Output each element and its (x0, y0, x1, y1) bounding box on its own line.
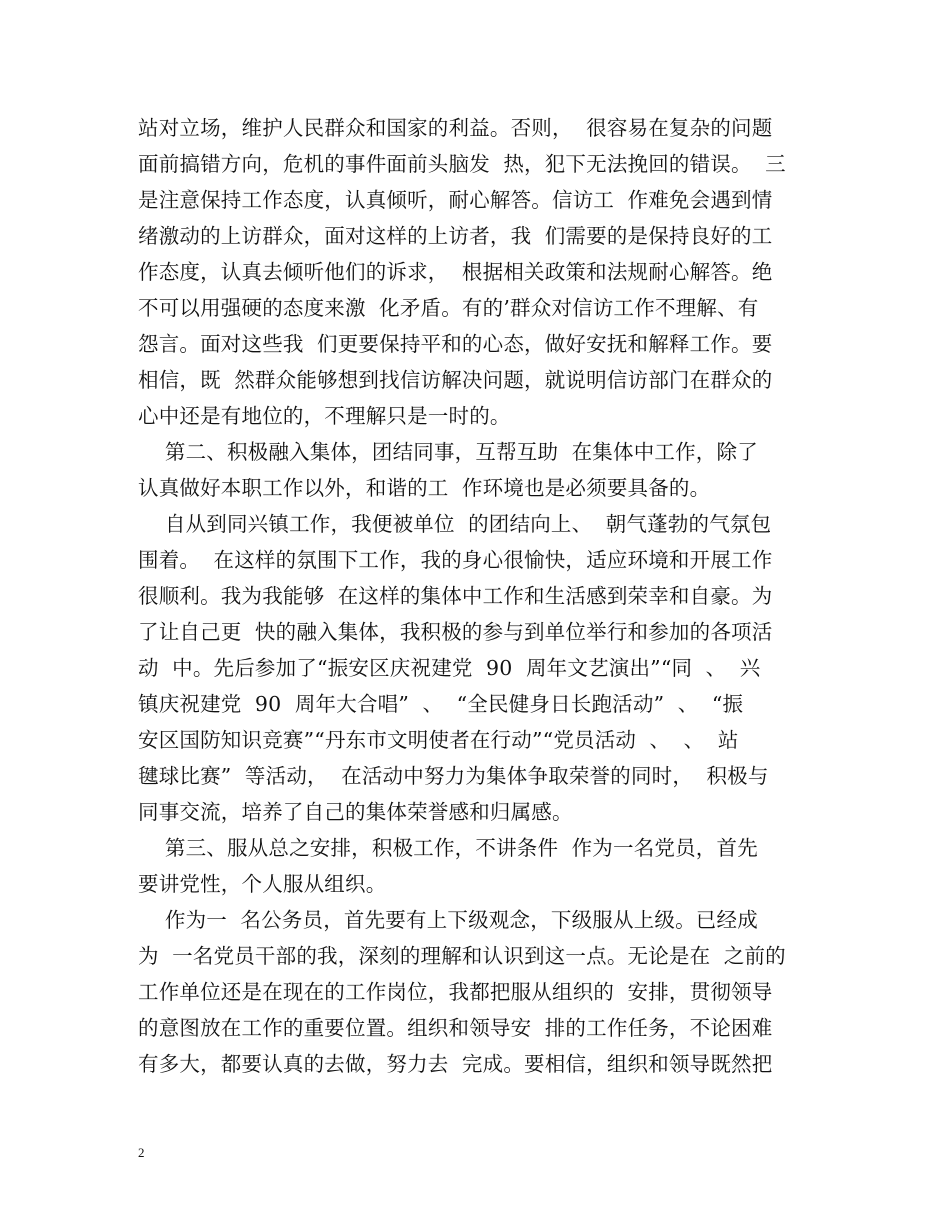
text-line: 毽球比赛” 等活动， 在活动中努力为集体争取荣誉的同时， 积极与 (138, 764, 769, 788)
text-line: 镇庆祝建党 90 周年大合唱” 、 “全民健身日长跑活动” 、 “振 (138, 692, 744, 716)
text-line: 为 一名党员干部的我，深刻的理解和认识到这一点。无论是在 之前的 (138, 944, 786, 968)
text-line: 第二、积极融入集体，团结同事，互帮互助 在集体中工作，除了 (138, 440, 758, 464)
text-line: 要讲党性，个人服从组织。 (138, 872, 387, 896)
text-line: 站对立场，维护人民群众和国家的利益。否则， 很容易在复杂的问题 (138, 116, 773, 140)
text-line: 作为一 名公务员，首先要有上下级观念，下级服从上级。已经成 (138, 908, 758, 932)
text-line: 是注意保持工作态度，认真倾听，耐心解答。信访工 作难免会遇到情 (138, 188, 773, 212)
text-line: 绪激动的上访群众，面对这样的上访者，我 们需要的是保持良好的工 (138, 224, 773, 248)
text-line: 怨言。面对这些我 们更要保持平和的心态，做好安抚和解释工作。要 (138, 332, 773, 356)
text-line: 认真做好本职工作以外，和谐的工 作环境也是必须要具备的。 (138, 476, 711, 500)
text-line: 不可以用强硬的态度来激 化矛盾。有的’群众对信访工作不理解、有 (138, 296, 759, 320)
text-line: 第三、服从总之安排，积极工作，不讲条件 作为一名党员，首先 (138, 836, 758, 860)
text-line: 心中还是有地位的，不理解只是一时的。 (138, 404, 511, 428)
text-line: 很顺利。我为我能够 在这样的集体中工作和生活感到荣幸和自豪。为 (138, 584, 773, 608)
text-line: 面前搞错方向，危机的事件面前头脑发 热，犯下无法挽回的错误。 三 (138, 152, 786, 176)
text-line: 有多大，都要认真的去做，努力去 完成。要相信，组织和领导既然把 (138, 1052, 773, 1076)
text-line: 围着。 在这样的氛围下工作，我的身心很愉快，适应环境和开展工作 (138, 548, 773, 572)
text-line: 同事交流，培养了自己的集体荣誉感和归属感。 (138, 800, 573, 824)
text-line: 自从到同兴镇工作，我便被单位 的团结向上、 朝气蓬勃的气氛包 (138, 512, 772, 536)
text-line: 相信，既 然群众能够想到找信访解决问题，就说明信访部门在群众的 (138, 368, 773, 392)
text-line: 安区国防知识竞赛”“丹东市文明使者在行动”“党员活动 、 、 站 (138, 728, 739, 752)
text-line: 工作单位还是在现在的工作岗位，我都把服从组织的 安排，贯彻领导 (138, 980, 773, 1004)
body-text (138, 110, 818, 1082)
text-line: 动 中。先后参加了“振安区庆祝建党 90 周年文艺演出”“同 、 兴 (138, 656, 761, 680)
text-line: 了让自己更 快的融入集体，我积极的参与到单位举行和参加的各项活 (138, 620, 773, 644)
text-line: 的意图放在工作的重要位置。组织和领导安 排的工作任务，不论困难 (138, 1016, 773, 1040)
page-number: 2 (138, 1145, 145, 1160)
text-line: 作态度，认真去倾听他们的诉求， 根据相关政策和法规耐心解答。绝 (138, 260, 773, 284)
